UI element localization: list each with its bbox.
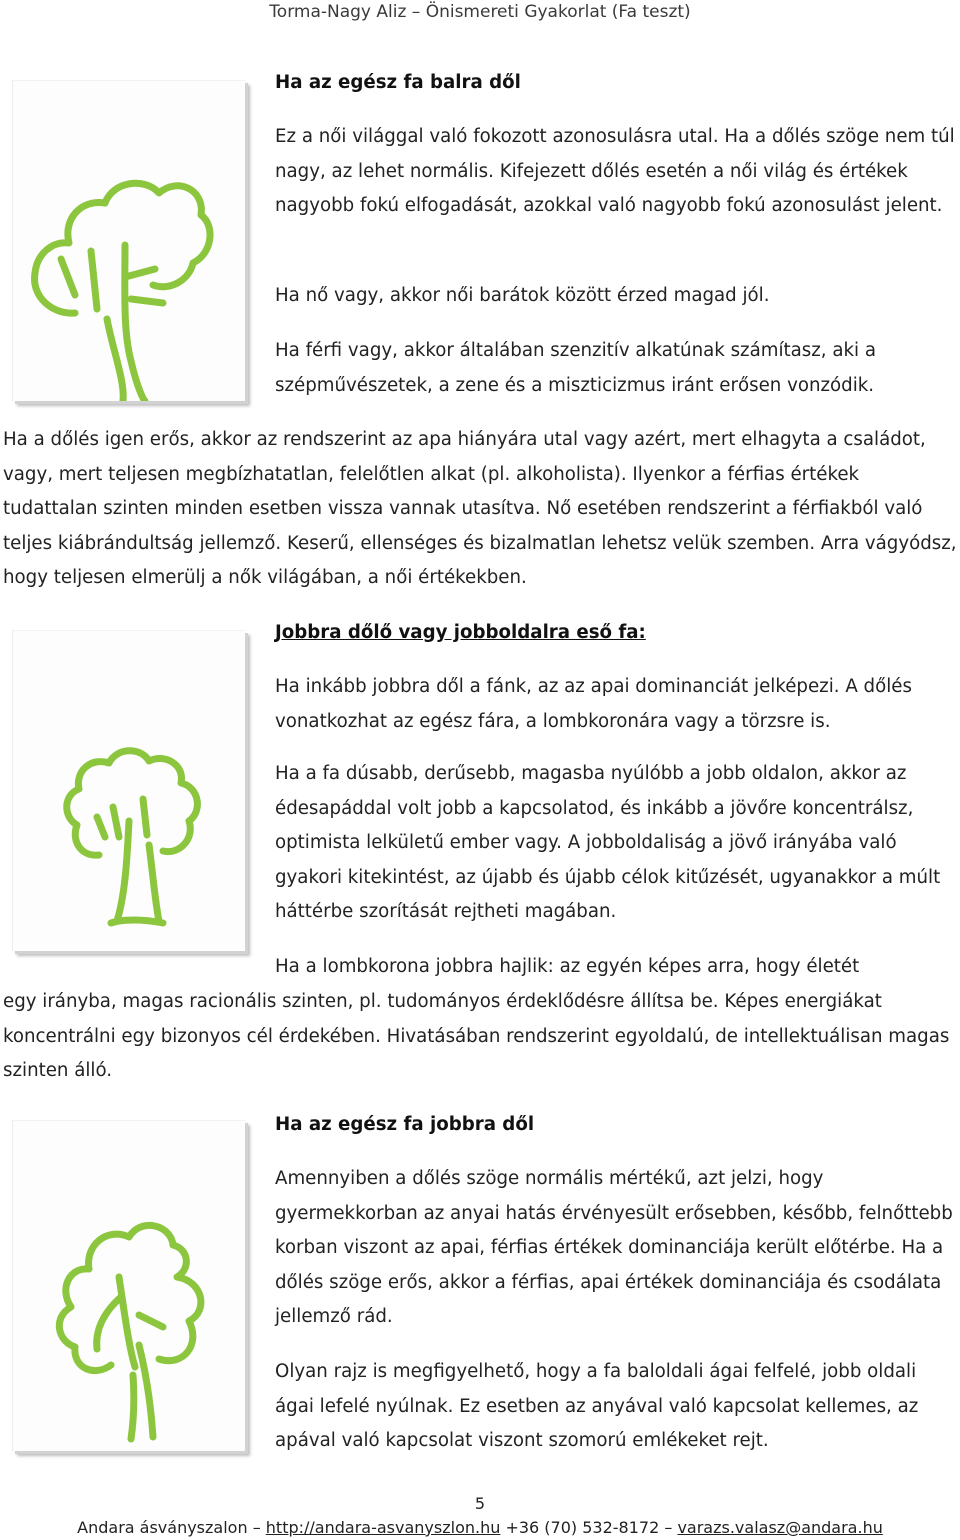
page-footer	[0, 1518, 960, 1537]
footer-email-link[interactable]: varazs.valasz@andara.hu	[677, 1518, 883, 1537]
section-heading-right-tilt: Ha az egész fa jobbra dől	[275, 1114, 535, 1135]
footer-shop-name: Andara ásványszalon	[77, 1518, 248, 1537]
paragraph: Ha a dőlés igen erős, akkor az rendszerint az apa hiányára utal vagy azért, mert elhagyta a családot, vagy, mert teljesen megbízhatatlan, felelőtlen alkat (pl. alkoholista). Ilyenkor a férfias értékek tudattalan szinten minden esetben vissza vannak utasítva. Nő esetében rendszerint a férfiakból való teljes kiábrándultság jellemző. Keserű, ellenséges és bizalmatlan lehetsz velük szemben. Arra vágyódsz, hogy teljesen elmerülj a nők világában, a női értékekben.	[3, 429, 957, 588]
page-header: Torma-Nagy Aliz – Önismereti Gyakorlat (Fa teszt)	[269, 2, 691, 22]
paragraph: Ez a női világgal való fokozott azonosulásra utal. Ha a dőlés szöge nem túl nagy, az lehet normális. Kifejezett dőlés esetén a női világ és értékek nagyobb fokú elfogadását, azokkal való nagyobb fokú azonosulást jelent.	[275, 126, 955, 216]
tree-image-left-tilt	[12, 80, 245, 401]
section-heading-left-tilt: Ha az egész fa balra dől	[275, 72, 521, 93]
tree-image-right-lean	[12, 630, 245, 951]
tree-image-right-tilt	[12, 1120, 245, 1451]
footer-website-link[interactable]: http://andara-asvanyszlon.hu	[265, 1518, 501, 1537]
tree-drawing-icon	[13, 631, 245, 951]
footer-separator: –	[664, 1518, 673, 1537]
footer-phone: +36 (70) 532-8172	[505, 1518, 660, 1537]
tree-drawing-icon	[13, 81, 245, 401]
footer-separator: –	[252, 1518, 261, 1537]
paragraph: Olyan rajz is megfigyelhető, hogy a fa baloldali ágai felfelé, jobb oldali ágai lefelé nyúlnak. Ez esetben az anyával való kapcsolat kellemes, az apával való kapcsolat viszont szomorú emlékeket rejt.	[275, 1361, 919, 1451]
paragraph: Ha nő vagy, akkor női barátok között érzed magad jól.	[275, 285, 770, 306]
section-heading-right-lean: Jobbra dőlő vagy jobboldalra eső fa:	[275, 622, 646, 643]
page-number: 5	[474, 1494, 486, 1513]
paragraph: Ha férfi vagy, akkor általában szenzitív alkatúnak számítasz, aki a szépművészetek, a zene és a miszticizmus iránt erősen vonzódik.	[275, 340, 877, 396]
tree-drawing-icon	[13, 1121, 245, 1451]
paragraph: Ha a fa dúsabb, derűsebb, magasba nyúlóbb a jobb oldalon, akkor az édesapáddal volt jobb a kapcsolatod, és inkább a jövőre koncentrálsz, optimista lelkületű ember vagy. A jobboldaliság a jövő irányába való gyakori kitekintést, az újabb és újabb célok kitűzését, ugyanakkor a múlt háttérbe szorítását rejtheti magában.	[275, 763, 941, 922]
paragraph: Amennyiben a dőlés szöge normális mértékű, azt jelzi, hogy gyermekkorban az anyai hatás érvényesült erősebben, később, felnőttebb korban viszont az apai, férfias értékek dominanciája került előtérbe. Ha a dőlés szöge erős, akkor a férfias, apai értékek dominanciája és csodálata jellemző rád.	[275, 1168, 953, 1327]
paragraph: egy irányba, magas racionális szinten, pl. tudományos érdeklődésre állítsa be. Képes energiákat koncentrálni egy bizonyos cél érdekében. Hivatásában rendszerint egyoldalú, de intellektuálisan magas szinten álló.	[3, 991, 950, 1081]
paragraph: Ha a lombkorona jobbra hajlik: az egyén képes arra, hogy életét	[275, 956, 860, 977]
paragraph: Ha inkább jobbra dől a fánk, az az apai dominanciát jelképezi. A dőlés vonatkozhat az egész fára, a lombkoronára vagy a törzsre is.	[275, 676, 912, 732]
